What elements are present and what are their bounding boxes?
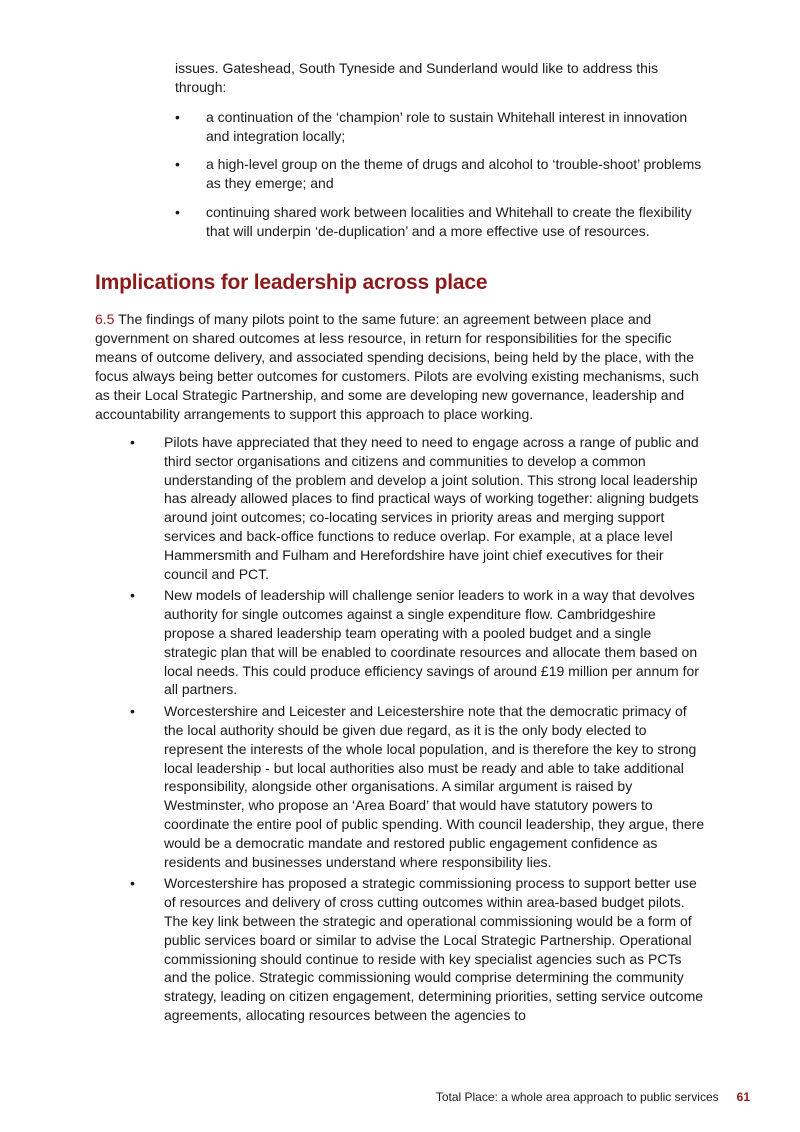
bullet-text: and (328, 546, 361, 563)
place-name: Westminster (164, 797, 241, 814)
place-name: Herefordshire (360, 546, 445, 563)
bullet-text: Pilots have appreciated that they need to need to engage across a range of public and third sector organisations and citizens and communities to develop a common understanding of the problem and develop a joint solution. This strong local leadership has already allowed places to find practical ways of working together: aligning budgets around joint outcomes; co-locating services in priority areas and merging support services and back-office functions to reduce overlap. For example, at a place level (164, 434, 699, 544)
bullet-icon: • (130, 703, 135, 720)
intro-bullet-text: continuing shared work between localities and Whitehall to create the flexibility that will underpin ‘de-duplication’ and a more effective use of resources. (206, 203, 692, 239)
intro-bullet-list (175, 108, 705, 250)
bullet-icon: • (130, 587, 135, 604)
bullet-icon: • (175, 109, 180, 125)
footer-title: Total Place: a whole area approach to public services (435, 1090, 719, 1104)
intro-bullet-item (175, 155, 705, 192)
leadership-bullet-list (95, 433, 707, 1028)
paragraph-6-5 (95, 310, 707, 424)
bullet-text: New models of leadership will challenge senior leaders to work in a way that devolves authority for single outcomes against a single expenditure flow. (164, 587, 695, 623)
place-name: Hammersmith and Fulham (164, 546, 329, 563)
intro-bullet-text: a high-level group on the theme of drugs and alcohol to ‘trouble-shoot’ problems as they emerge; and (206, 156, 702, 192)
intro-suffix: would like to address this through: (175, 60, 659, 95)
intro-text (175, 59, 705, 96)
place-name: Worcestershire (164, 875, 258, 892)
paragraph-text: The findings of many pilots point to the same future: an agreement between place and government on shared outcomes at less resource, in return for responsibilities for the specific means of outcome delivery, and associated spending decisions, being held by the place, with the focus always being better outcomes for customers. Pilots are evolving existing mechanisms, such as their Local Strategic Partnership, and some are developing new governance, leadership and accountability arrangements to support this approach to place working. (95, 311, 699, 422)
page-number: 61 (736, 1090, 750, 1104)
bullet-text: and (257, 703, 290, 720)
bullet-text: have joint chief executives for their council and PCT. (164, 546, 664, 582)
bullet-icon: • (130, 434, 135, 450)
intro-place-names: Gateshead, South Tyneside and Sunderland (222, 60, 498, 76)
intro-bullet-item (175, 203, 705, 240)
bullet-icon: • (130, 875, 135, 892)
bullet-text: has proposed a strategic commissioning process to support better use of resources and delivery of cross cutting outcomes within area-based budget pilots. The key link between the strategic and operational commissioning would be a form of public services board or similar to advise the Local Strategic Partnership. Operational commissioning should continue to reside with key specialist agencies such as PCTs and the police. Strategic commissioning would comprise determining the community strategy, leading on citizen engagement, determining priorities, setting service outcome agreements, allocating resources between the agencies to (164, 875, 704, 1023)
intro-prefix: issues. (175, 60, 223, 76)
place-name: Leicester and Leicestershire (289, 703, 465, 720)
page-footer (436, 1090, 750, 1104)
intro-bullet-item (175, 108, 705, 145)
place-name: Worcestershire (164, 703, 258, 720)
section-heading: Implications for leadership across place (95, 271, 488, 294)
paragraph-number: 6.5 (95, 311, 115, 327)
bullet-icon: • (175, 203, 180, 220)
list-item (95, 702, 707, 871)
list-item (95, 433, 707, 583)
bullet-text: propose a shared leadership team operating with a pooled budget and a single strategic plan that will be enabled to coordinate resources and allocate them based on local needs. This could produce efficiency savings of around £19 million per annum for all partners. (164, 624, 699, 698)
bullet-icon: • (175, 156, 180, 173)
list-item (95, 874, 707, 1024)
list-item (95, 586, 707, 699)
place-name: Cambridgeshire (557, 606, 656, 623)
intro-bullet-text: a continuation of the ‘champion’ role to sustain Whitehall interest in innovation and integration locally; (206, 109, 688, 144)
bullet-text: , who propose an ‘Area Board’ that would have statutory powers to coordinate the entire pool of public spending. With council leadership, they argue, there would be a democratic mandate and restored public engagement confidence as residents and businesses understand where responsibility lies. (164, 797, 705, 870)
bullet-text: note that the democratic primacy of the local authority should be given due regard, as it is the only body elected to represent the interests of the whole local population, and is therefore the key to strong local leadership - but local authorities also must be ready and able to take additional responsibility, alongside other organisations. A similar argument is raised by (164, 703, 697, 795)
